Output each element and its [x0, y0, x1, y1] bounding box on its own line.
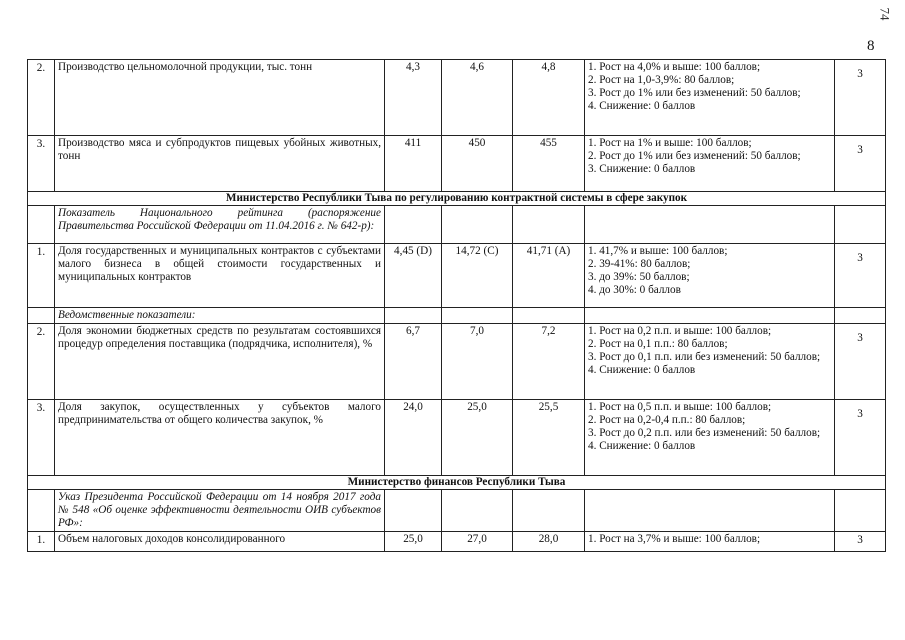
criterion-line: 3. Рост до 1% или без изменений: 50 баллов;: [588, 87, 801, 99]
criterion-line: 1. Рост на 0,2 п.п. и выше: 100 баллов;: [588, 325, 772, 337]
value-cell: 28,0: [513, 532, 585, 552]
criterion-line: 1. 41,7% и выше: 100 баллов;: [588, 245, 728, 257]
indicator-name: Объем налоговых доходов консолидированного: [55, 532, 385, 552]
subheader-text: Показатель Национального рейтинга (распоряжение Правительства Российской Федерации от 11.04.2016 г. № 642-р):: [55, 206, 385, 244]
criterion-line: 3. Рост до 0,1 п.п. или без изменений: 50 баллов;: [588, 351, 821, 363]
empty-cell: [835, 206, 886, 244]
indicator-name: Доля государственных и муниципальных контрактов с субъектами малого бизнеса в общей стоимости государственных и муниципальных контрактов: [55, 244, 385, 308]
criterion-line: 1. Рост на 1% и выше: 100 баллов;: [588, 137, 752, 149]
row-number: 1.: [28, 244, 55, 308]
page-number: 8: [867, 38, 875, 54]
criteria-cell: [585, 244, 835, 308]
row-number: 3.: [28, 136, 55, 192]
criteria-cell: [585, 400, 835, 476]
score-cell: 3: [835, 400, 886, 476]
section-header-row: [28, 192, 886, 206]
empty-cell: [28, 308, 55, 324]
indicator-name: Производство цельномолочной продукции, тыс. тонн: [55, 60, 385, 136]
row-number: 1.: [28, 532, 55, 552]
criterion-line: 3. Рост до 0,2 п.п. или без изменений: 50 баллов;: [588, 427, 821, 439]
criterion-line: 1. Рост на 4,0% и выше: 100 баллов;: [588, 61, 761, 73]
empty-cell: [585, 308, 835, 324]
subheader-text: Указ Президента Российской Федерации от 14 ноября 2017 года № 548 «Об оценке эффективности деятельности ОИВ субъектов РФ»:: [55, 490, 385, 532]
criterion-line: 3. Снижение: 0 баллов: [588, 163, 696, 175]
empty-cell: [513, 490, 585, 532]
empty-cell: [513, 206, 585, 244]
criterion-line: 3. до 39%: 50 баллов;: [588, 271, 690, 283]
value-cell: 4,3: [385, 60, 442, 136]
indicators-table: [27, 59, 886, 552]
margin-page-mark: 74: [877, 7, 893, 21]
criteria-cell: [585, 136, 835, 192]
value-cell: 4,45 (D): [385, 244, 442, 308]
value-cell: 25,0: [442, 400, 513, 476]
value-cell: 7,0: [442, 324, 513, 400]
empty-cell: [835, 308, 886, 324]
subheader-row: [28, 206, 886, 244]
subheader-row: [28, 308, 886, 324]
subheader-text: Ведомственные показатели:: [55, 308, 385, 324]
criterion-line: 1. Рост на 3,7% и выше: 100 баллов;: [588, 533, 761, 545]
value-cell: 14,72 (C): [442, 244, 513, 308]
criterion-line: 2. Рост на 0,1 п.п.: 80 баллов;: [588, 338, 728, 350]
empty-cell: [835, 490, 886, 532]
empty-cell: [385, 308, 442, 324]
score-cell: 3: [835, 60, 886, 136]
score-cell: 3: [835, 244, 886, 308]
table-row: [28, 60, 886, 136]
indicator-name: Производство мяса и субпродуктов пищевых убойных животных, тонн: [55, 136, 385, 192]
value-cell: 4,8: [513, 60, 585, 136]
score-cell: 3: [835, 532, 886, 552]
row-number: 3.: [28, 400, 55, 476]
criteria-cell: [585, 60, 835, 136]
indicator-name: Доля закупок, осуществленных у субъектов малого предпринимательства от общего количества закупок, %: [55, 400, 385, 476]
value-cell: 27,0: [442, 532, 513, 552]
empty-cell: [585, 206, 835, 244]
empty-cell: [442, 308, 513, 324]
value-cell: 4,6: [442, 60, 513, 136]
criteria-cell: [585, 324, 835, 400]
criterion-line: 2. Рост до 1% или без изменений: 50 баллов;: [588, 150, 801, 162]
indicator-name: Доля экономии бюджетных средств по результатам состоявшихся процедур определения поставщика (подрядчика, исполнителя), %: [55, 324, 385, 400]
table-row: [28, 244, 886, 308]
value-cell: 25,0: [385, 532, 442, 552]
table-row: [28, 136, 886, 192]
section-header-row: [28, 476, 886, 490]
criterion-line: 4. Снижение: 0 баллов: [588, 440, 696, 452]
empty-cell: [385, 490, 442, 532]
criterion-line: 2. Рост на 0,2-0,4 п.п.: 80 баллов;: [588, 414, 746, 426]
section-title: Министерство Республики Тыва по регулированию контрактной системы в сфере закупок: [28, 192, 886, 206]
score-cell: 3: [835, 324, 886, 400]
criterion-line: 4. Снижение: 0 баллов: [588, 100, 696, 112]
empty-cell: [28, 206, 55, 244]
empty-cell: [385, 206, 442, 244]
empty-cell: [28, 490, 55, 532]
row-number: 2.: [28, 60, 55, 136]
empty-cell: [513, 308, 585, 324]
criterion-line: 4. Снижение: 0 баллов: [588, 364, 696, 376]
subheader-row: [28, 490, 886, 532]
value-cell: 7,2: [513, 324, 585, 400]
criterion-line: 2. 39-41%: 80 баллов;: [588, 258, 691, 270]
criterion-line: 4. до 30%: 0 баллов: [588, 284, 681, 296]
value-cell: 6,7: [385, 324, 442, 400]
criterion-line: 2. Рост на 1,0-3,9%: 80 баллов;: [588, 74, 735, 86]
table-row: [28, 532, 886, 552]
value-cell: 41,71 (A): [513, 244, 585, 308]
criterion-line: 1. Рост на 0,5 п.п. и выше: 100 баллов;: [588, 401, 772, 413]
empty-cell: [442, 490, 513, 532]
empty-cell: [585, 490, 835, 532]
value-cell: 25,5: [513, 400, 585, 476]
value-cell: 455: [513, 136, 585, 192]
value-cell: 24,0: [385, 400, 442, 476]
empty-cell: [442, 206, 513, 244]
criteria-cell: [585, 532, 835, 552]
table-row: [28, 400, 886, 476]
value-cell: 450: [442, 136, 513, 192]
score-cell: 3: [835, 136, 886, 192]
value-cell: 411: [385, 136, 442, 192]
table-row: [28, 324, 886, 400]
row-number: 2.: [28, 324, 55, 400]
section-title: Министерство финансов Республики Тыва: [28, 476, 886, 490]
